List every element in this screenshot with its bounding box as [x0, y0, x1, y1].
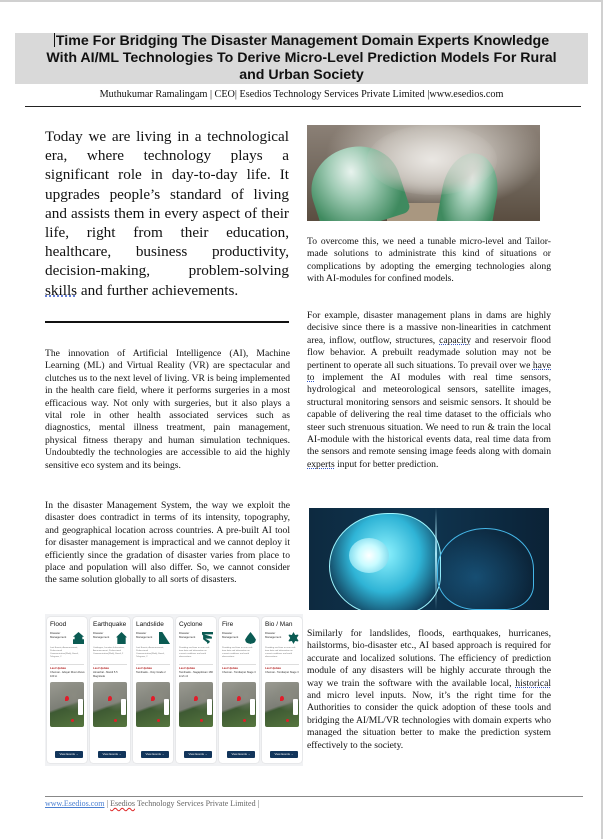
spellcheck-flagged-word[interactable]: Esedios [110, 799, 135, 808]
intro-divider [45, 321, 289, 323]
paragraph-similarly[interactable]: Similarly for landslides, floods, earthquakes, hurricanes, hailstorms, bio-disaster etc., AI based approach is required for accurate and localized solutions. The efficiency of prediction module of any disasters will be highly accurate through the way we train the software with the available local, historical and micro level inputs. Now, it’s the right time for the Authorities to consider the quick adoption of these tools and bridging the AI/ML/VR technologies with domain experts who managed the situation better to make the prediction system effectively to the society. [307, 628, 551, 751]
spellcheck-flagged-word[interactable]: historical [515, 677, 551, 689]
map-pin-icon [151, 696, 155, 701]
map-zoom-control [250, 699, 255, 715]
flood-icon [73, 632, 84, 644]
title-line-1: Time For Bridging The Disaster Management Domain Experts Knowledge [55, 33, 550, 49]
map-pin-icon [114, 719, 117, 722]
footer-rule [45, 796, 583, 797]
biohazard-icon [288, 632, 299, 644]
spellcheck-flagged-word[interactable]: experts [307, 458, 335, 470]
map-zoom-control [121, 699, 126, 715]
page-footer: www.Esedios.com | Esedios Technology Services Private Limited | [45, 799, 260, 808]
paragraph-disaster-system[interactable]: In the disaster Management System, the way we exploit the disaster does contradict in terms of its intensity, topography, and geographical location across countries. A pre-built AI tool for disaster management is impractical and we cannot deploy it efficiently since the gradation of disaster varies from place to place and population will also differ. So, we cannot consider the same solution globally to all sorts of disasters. [45, 500, 290, 586]
map-pin-icon [108, 696, 112, 701]
map-pin-icon [280, 696, 284, 701]
title-line-3: and Urban Society [239, 67, 364, 83]
page-edge-top [0, 0, 603, 2]
card-landslide: Landslide Disaster Management Last Events, Announcement, Professional Communication(Web), Email, Telegram ,2 Last Update Tamilnadu - Ooty Grade 2 View Events → [133, 617, 173, 763]
map-pin-icon [65, 696, 69, 701]
intro-paragraph[interactable]: Today we are living in a technological era, where technology plays a significant role in day-to-day life. It upgrades people’s standard of living and assists them in every aspect of their life, right from their education, healthcare, business productivity, decision-making, problem-solving skills and further achievements. [45, 128, 289, 299]
map-pin-icon [71, 719, 74, 722]
view-events-button: View Events → [141, 751, 169, 758]
earthquake-house-icon [116, 632, 127, 644]
map-zoom-control [164, 699, 169, 715]
card-fire: Fire Disaster Management Providing real-time or near real-time data and information on current conditions and earth observations Last Update Chennai - Tondiarpet Stage 3 View Events → [219, 617, 259, 763]
map-pin-icon [194, 696, 198, 701]
map-pin-icon [157, 719, 160, 722]
disaster-dashboard-image [45, 614, 303, 766]
dam-spillway-image[interactable] [307, 125, 540, 221]
landslide-icon [159, 632, 170, 644]
card-bio-man: Bio / Man Disaster Management Providing real-time or near real-time data and information on current conditions and earth observations Last Update Chennai - Tondiarpet Stage 3 View Events → [262, 617, 302, 763]
cyclone-icon [202, 632, 213, 644]
header-rule [25, 106, 581, 107]
map-pin-icon [200, 719, 203, 722]
paragraph-dam-example[interactable]: For example, disaster management plans in dams are highly decisive since there is a massive non-linearities in catchment area, inflow, outflow, structures, capacity and reservoir flood flow behavior. A prebuilt readymade solution may not be pertinent to operate all such situations. To prevail over we have to implement the AI modules with real time sensors, hydrological and meteorological sensors, satellite images, structural monitoring sensors and seismic sensors. It should be capable of delivering the real time dataset to the officials who steer such strenuous situation. We need to run & train the local AI-module with the historical events data, real time data from the sensors and remote sensing image feeds along with domain experts input for better prediction. [307, 310, 551, 470]
footer-website-link[interactable]: www.Esedios.com [45, 799, 105, 808]
page-title[interactable] [15, 33, 588, 84]
map-zoom-control [293, 699, 298, 715]
view-events-button: View Events → [184, 751, 212, 758]
author-byline: Muthukumar Ramalingam | CEO| Esedios Technology Services Private Limited |www.esedios.com [99, 89, 504, 100]
paragraph-ai-innovation[interactable]: The innovation of Artificial Intelligence (AI), Machine Learning (ML) and Virtual Reality (VR) are spectacular and clutches us to the next level of living. VR is being implemented in the health care field, where it performs surgeries in a most efficacious way. Not only with surgeries, but it also plays a vital role in other health associated services such as diagnostics, mental illness treatment, pain management, physical fitness therapy and human simulation techniques. Undoubtedly the technologies are accessible to aid the highly sensitive eco system and its beings. [45, 348, 290, 471]
map-pin-icon [237, 696, 241, 701]
map-zoom-control [78, 699, 83, 715]
card-cyclone: Cyclone Disaster Management Providing real-time or near real-time data and information on current conditions and earth observations Last Update Tamilnadu - Nagapttinam 180 km/h nil View Events → [176, 617, 216, 763]
view-events-button: View Events → [98, 751, 126, 758]
view-events-button: View Events → [55, 751, 83, 758]
spellcheck-flagged-word[interactable]: skills [45, 281, 78, 299]
text-cursor [54, 33, 55, 47]
paragraph-overcome[interactable]: To overcome this, we need a tunable micro-level and Tailor-made solutions to administrate this kind of situations or complications by adopting the emerging technologies along with AI-modules for confined models. [307, 236, 551, 285]
view-events-button: View Events → [227, 751, 255, 758]
map-zoom-control [207, 699, 212, 715]
map-pin-icon [243, 719, 246, 722]
fire-icon [245, 632, 256, 644]
card-flood: Flood Disaster Management Last Events, Announcement, Professional Communication(Web), Email, Telegram ,2 Last Update Chennai - Adayar River Above 100 st View Events → [47, 617, 87, 763]
view-events-button: View Events → [270, 751, 298, 758]
spellcheck-flagged-word[interactable]: have to [307, 359, 551, 384]
title-line-2: With AI/ML Technologies To Derive Micro-Level Prediction Models For Rural [46, 50, 557, 66]
ai-human-heads-image[interactable] [309, 508, 549, 610]
card-earthquake: Earthquake Disaster Management Catalogue, Location Information, Announcement, Professional Communication(Web), Email ,2 Last Update Himachal - Mandi 5.5 Magnitude View Events → [90, 617, 130, 763]
map-pin-icon [286, 719, 289, 722]
spellcheck-flagged-word[interactable]: capacity [439, 334, 472, 346]
